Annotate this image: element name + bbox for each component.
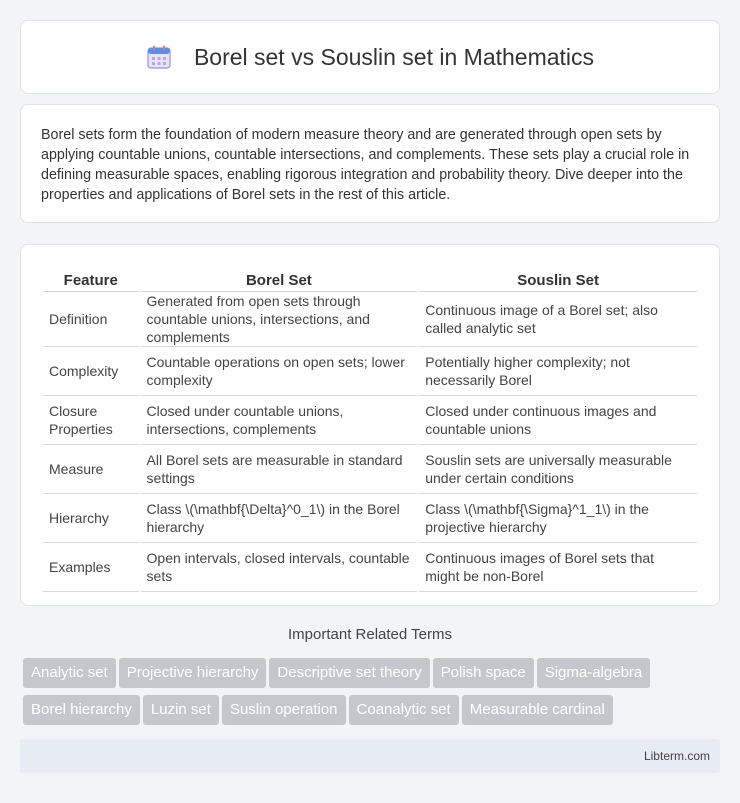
related-term-tag[interactable]: Sigma-algebra bbox=[537, 658, 651, 688]
borel-cell: Closed under countable unions, intersections, complements bbox=[141, 396, 418, 445]
page-title: Borel set vs Souslin set in Mathematics bbox=[193, 43, 595, 70]
related-term-tag[interactable]: Projective hierarchy bbox=[119, 658, 267, 688]
table-row bbox=[43, 347, 697, 396]
table-header-row bbox=[43, 265, 697, 292]
related-term-tag[interactable]: Coanalytic set bbox=[349, 695, 459, 725]
header-borel: Borel Set bbox=[141, 265, 418, 292]
souslin-cell: Souslin sets are universally measurable under certain conditions bbox=[419, 445, 697, 494]
comparison-table bbox=[41, 265, 699, 592]
borel-cell: Generated from open sets through countable unions, intersections, and complements bbox=[141, 292, 418, 347]
borel-cell: Class \(\mathbf{\Delta}^0_1\) in the Borel hierarchy bbox=[141, 494, 418, 543]
feature-cell: Measure bbox=[43, 445, 139, 494]
related-terms-title: Important Related Terms bbox=[288, 626, 452, 643]
souslin-cell: Potentially higher complexity; not necessarily Borel bbox=[419, 347, 697, 396]
related-term-tag[interactable]: Suslin operation bbox=[222, 695, 346, 725]
feature-cell: Examples bbox=[43, 543, 139, 592]
header-souslin: Souslin Set bbox=[419, 265, 697, 292]
borel-cell: Open intervals, closed intervals, countable sets bbox=[141, 543, 418, 592]
related-term-tag[interactable]: Descriptive set theory bbox=[269, 658, 429, 688]
intro-text: Borel sets form the foundation of modern measure theory and are generated through open sets by applying countable unions, countable intersections, and complements. These sets play a crucial role in defining measurable spaces, enabling rigorous integration and probability theory. Dive deeper into the properties and applications of Borel sets in the rest of this article. bbox=[41, 127, 690, 203]
feature-cell: Complexity bbox=[43, 347, 139, 396]
footer-site-link[interactable]: Libterm.com bbox=[643, 749, 710, 763]
table-row bbox=[43, 396, 697, 445]
related-term-tag[interactable]: Analytic set bbox=[23, 658, 116, 688]
related-term-tag[interactable]: Measurable cardinal bbox=[462, 695, 613, 725]
table-row bbox=[43, 494, 697, 543]
table-row bbox=[43, 292, 697, 347]
souslin-cell: Class \(\mathbf{\Sigma}^1_1\) in the projective hierarchy bbox=[419, 494, 697, 543]
related-term-tag[interactable]: Polish space bbox=[433, 658, 534, 688]
feature-cell: Closure Properties bbox=[43, 396, 139, 445]
borel-cell: All Borel sets are measurable in standard settings bbox=[141, 445, 418, 494]
comparison-card bbox=[20, 244, 720, 606]
souslin-cell: Continuous image of a Borel set; also called analytic set bbox=[419, 292, 697, 347]
related-term-tag[interactable]: Borel hierarchy bbox=[23, 695, 140, 725]
borel-cell: Countable operations on open sets; lower complexity bbox=[141, 347, 418, 396]
intro-card bbox=[20, 104, 720, 223]
related-term-tag[interactable]: Luzin set bbox=[143, 695, 219, 725]
souslin-cell: Closed under continuous images and countable unions bbox=[419, 396, 697, 445]
header-feature: Feature bbox=[43, 265, 139, 292]
title-card bbox=[20, 20, 720, 94]
feature-cell: Definition bbox=[43, 292, 139, 347]
table-row bbox=[43, 543, 697, 592]
feature-cell: Hierarchy bbox=[43, 494, 139, 543]
related-terms-list bbox=[23, 658, 723, 732]
table-row bbox=[43, 445, 697, 494]
footer bbox=[20, 739, 720, 773]
souslin-cell: Continuous images of Borel sets that might be non-Borel bbox=[419, 543, 697, 592]
calendar-icon bbox=[146, 44, 172, 70]
